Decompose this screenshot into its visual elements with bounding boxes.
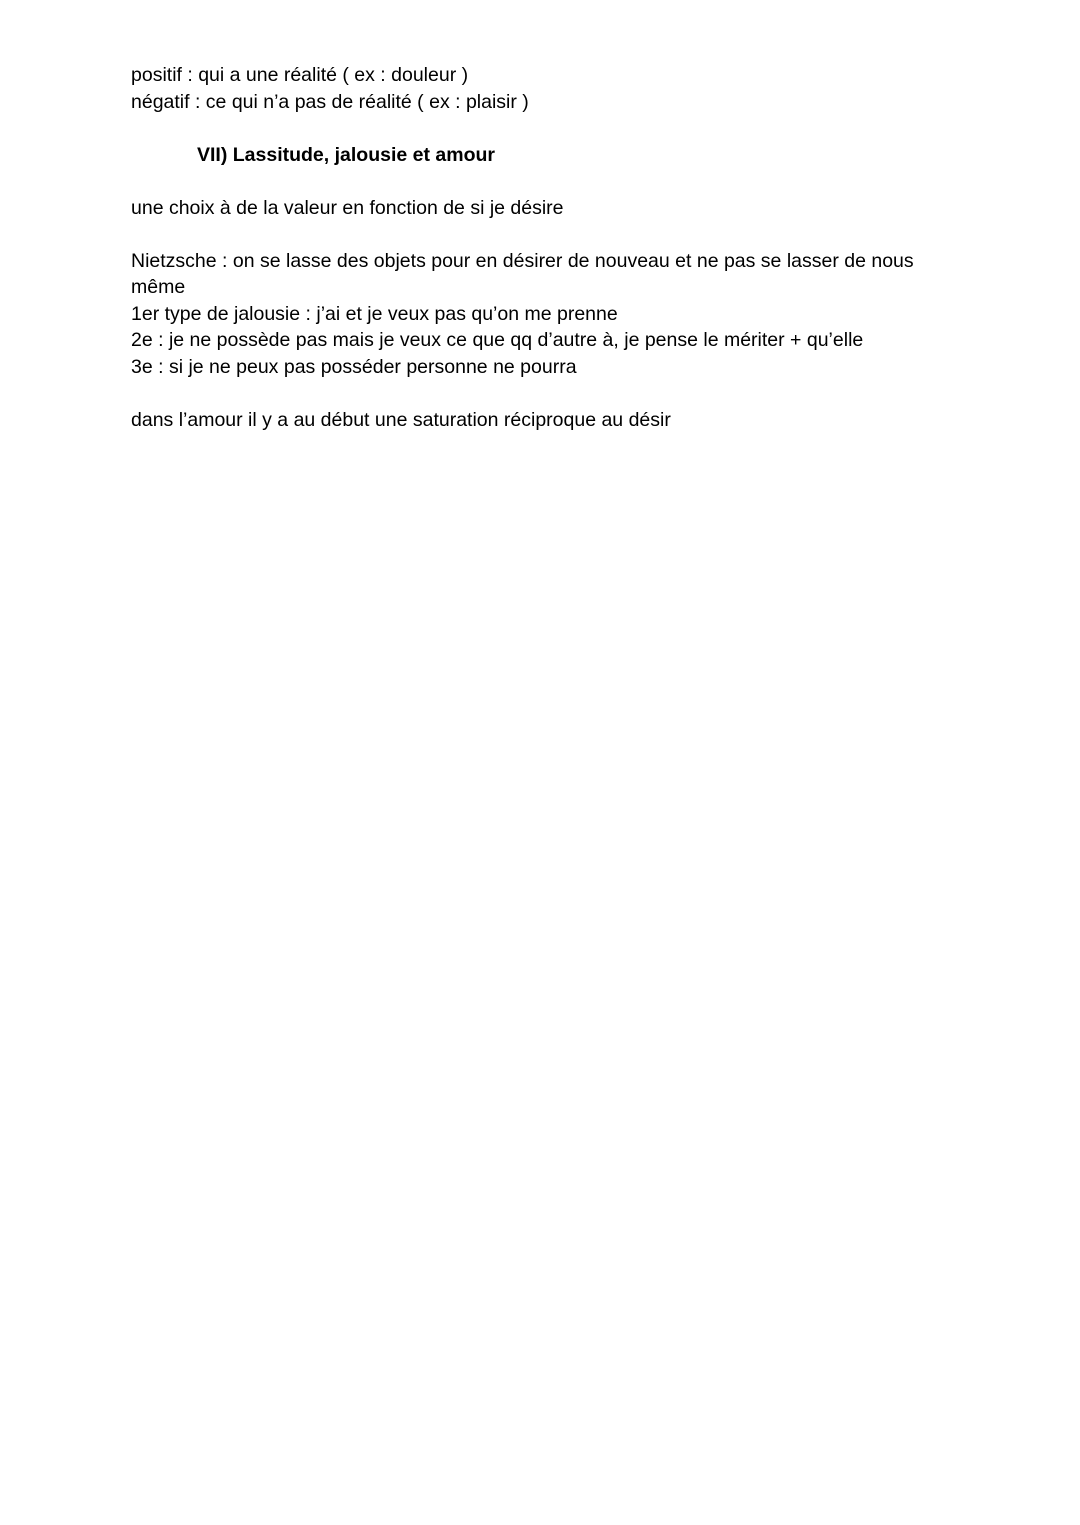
jealousy-type-3: 3e : si je ne peux pas posséder personne ne pourra [131, 355, 577, 378]
paragraph-choice: une choix à de la valeur en fonction de si je désire [131, 196, 564, 219]
spacer [131, 380, 951, 407]
spacer [131, 221, 951, 248]
definition-negative: négatif : ce qui n’a pas de réalité ( ex : plaisir ) [131, 90, 529, 113]
section-heading: VII) Lassitude, jalousie et amour [197, 143, 495, 166]
paragraph-nietzsche: Nietzsche : on se lasse des objets pour en désirer de nouveau et ne pas se lasser de nous même [131, 249, 914, 298]
definition-positive: positif : qui a une réalité ( ex : douleur ) [131, 64, 469, 86]
document-body [131, 62, 951, 433]
spacer [131, 168, 951, 195]
paragraph-love: dans l’amour il y a au début une saturation réciproque au désir [131, 408, 671, 431]
spacer [131, 115, 951, 142]
jealousy-type-1: 1er type de jalousie : j’ai et je veux pas qu’on me prenne [131, 302, 618, 325]
jealousy-type-2: 2e : je ne possède pas mais je veux ce que qq d’autre à, je pense le mériter + qu’elle [131, 329, 864, 351]
